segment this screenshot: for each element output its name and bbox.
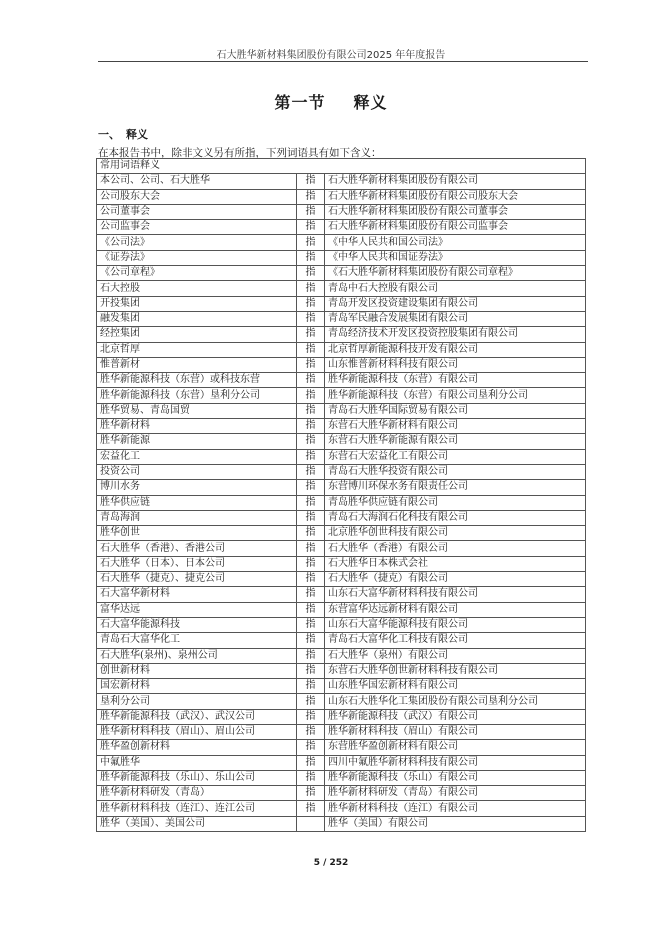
table-row: [97, 709, 586, 724]
ref-cell: 指: [297, 266, 325, 281]
ref-cell: 指: [297, 724, 325, 739]
table-row: [97, 816, 586, 831]
meaning-cell: 胜华新材料研发（青岛）有限公司: [325, 786, 586, 801]
definitions-table: [96, 158, 586, 832]
table-row: [97, 648, 586, 663]
table-row: [97, 786, 586, 801]
meaning-cell: 东营石大宏益化工有限公司: [325, 449, 586, 464]
ref-cell: 指: [297, 464, 325, 479]
meaning-cell: 青岛胜华供应链有限公司: [325, 495, 586, 510]
ref-cell: 指: [297, 204, 325, 219]
table-row: [97, 724, 586, 739]
term-cell: 石大富华能源科技: [97, 617, 297, 632]
ref-cell: 指: [297, 388, 325, 403]
ref-cell: 指: [297, 709, 325, 724]
meaning-cell: 石大胜华（捷克）有限公司: [325, 572, 586, 587]
table-row: [97, 327, 586, 342]
ref-cell: 指: [297, 235, 325, 250]
term-cell: 胜华新材料科技（连江）、连江公司: [97, 801, 297, 816]
meaning-cell: 《中华人民共和国证券法》: [325, 250, 586, 265]
term-cell: 本公司、公司、石大胜华: [97, 174, 297, 189]
table-row: [97, 373, 586, 388]
meaning-cell: 青岛石大富华化工科技有限公司: [325, 633, 586, 648]
meaning-cell: 东营石大胜华新材料有限公司: [325, 419, 586, 434]
term-cell: 胜华新能源科技（东营）垦利分公司: [97, 388, 297, 403]
meaning-cell: 青岛石大胜华国际贸易有限公司: [325, 403, 586, 418]
term-cell: 胜华新能源科技（武汉）、武汉公司: [97, 709, 297, 724]
meaning-cell: 石大胜华新材料集团股份有限公司: [325, 174, 586, 189]
term-cell: 《公司法》: [97, 235, 297, 250]
ref-cell: 指: [297, 694, 325, 709]
term-cell: 青岛石大富华化工: [97, 633, 297, 648]
table-row: [97, 434, 586, 449]
ref-cell: 指: [297, 480, 325, 495]
ref-cell: 指: [297, 449, 325, 464]
table-row: [97, 617, 586, 632]
term-cell: 胜华新能源科技（东营）或科技东营: [97, 373, 297, 388]
ref-cell: 指: [297, 373, 325, 388]
ref-cell: 指: [297, 556, 325, 571]
meaning-cell: 山东石大胜华化工集团股份有限公司垦利分公司: [325, 694, 586, 709]
table-row: [97, 174, 586, 189]
meaning-cell: 胜华新材料科技（连江）有限公司: [325, 801, 586, 816]
ref-cell: 指: [297, 342, 325, 357]
term-cell: 北京哲厚: [97, 342, 297, 357]
meaning-cell: 北京哲厚新能源科技开发有限公司: [325, 342, 586, 357]
ref-cell: 指: [297, 311, 325, 326]
table-row: [97, 480, 586, 495]
meaning-cell: 山东惟普新材料科技有限公司: [325, 357, 586, 372]
meaning-cell: 山东石大富华能源科技有限公司: [325, 617, 586, 632]
section-title: [0, 90, 662, 113]
subsection-heading: [98, 126, 148, 142]
term-cell: 胜华（美国）、美国公司: [97, 816, 297, 831]
meaning-cell: 东营博川环保水务有限责任公司: [325, 480, 586, 495]
term-cell: 胜华新材料科技（眉山）、眉山公司: [97, 724, 297, 739]
term-cell: 石大胜华（香港）、香港公司: [97, 541, 297, 556]
table-row: [97, 633, 586, 648]
running-header: 石大胜华新材料集团股份有限公司2025 年年度报告: [216, 50, 446, 61]
ref-cell: 指: [297, 250, 325, 265]
term-cell: 公司股东大会: [97, 189, 297, 204]
ref-cell: 指: [297, 296, 325, 311]
ref-cell: 指: [297, 357, 325, 372]
ref-cell: 指: [297, 740, 325, 755]
meaning-cell: 胜华新能源科技（东营）有限公司垦利分公司: [325, 388, 586, 403]
term-cell: 胜华创世: [97, 526, 297, 541]
table-row: [97, 403, 586, 418]
ref-cell: 指: [297, 786, 325, 801]
meaning-cell: 青岛军民融合发展集团有限公司: [325, 311, 586, 326]
term-cell: 《公司章程》: [97, 266, 297, 281]
table-row: [97, 510, 586, 525]
ref-cell: 指: [297, 403, 325, 418]
term-cell: 开投集团: [97, 296, 297, 311]
intro-text: 在本报告书中，除非文义另有所指，下列词语具有如下含义：: [98, 147, 382, 159]
term-cell: 胜华供应链: [97, 495, 297, 510]
meaning-cell: 东营石大胜华创世新材料科技有限公司: [325, 663, 586, 678]
table-row: [97, 663, 586, 678]
section-number: 第一节: [274, 93, 326, 112]
section-name: 释义: [353, 93, 388, 112]
meaning-cell: 四川中氟胜华新材料科技有限公司: [325, 755, 586, 770]
table-row: [97, 541, 586, 556]
table-row: [97, 679, 586, 694]
meaning-cell: 《中华人民共和国公司法》: [325, 235, 586, 250]
term-cell: 青岛海润: [97, 510, 297, 525]
term-cell: 胜华新能源科技（乐山）、乐山公司: [97, 770, 297, 785]
ref-cell: 指: [297, 526, 325, 541]
table-row: [97, 281, 586, 296]
term-cell: 胜华贸易、青岛国贸: [97, 403, 297, 418]
term-cell: 胜华新材料: [97, 419, 297, 434]
table-row: [97, 311, 586, 326]
table-caption-row: [97, 159, 586, 174]
term-cell: 《证券法》: [97, 250, 297, 265]
meaning-cell: 胜华新能源科技（武汉）有限公司: [325, 709, 586, 724]
page-number: 5 / 252: [313, 858, 349, 868]
meaning-cell: 胜华新能源科技（东营）有限公司: [325, 373, 586, 388]
ref-cell: 指: [297, 495, 325, 510]
ref-cell: 指: [297, 220, 325, 235]
meaning-cell: 石大胜华（泉州）有限公司: [325, 648, 586, 663]
ref-cell: 指: [297, 755, 325, 770]
ref-cell: 指: [297, 617, 325, 632]
meaning-cell: 胜华新材料科技（眉山）有限公司: [325, 724, 586, 739]
term-cell: 宏益化工: [97, 449, 297, 464]
table-row: [97, 342, 586, 357]
ref-cell: 指: [297, 572, 325, 587]
term-cell: 石大控股: [97, 281, 297, 296]
term-cell: 投资公司: [97, 464, 297, 479]
table-row: [97, 572, 586, 587]
ref-cell: 指: [297, 419, 325, 434]
term-cell: 石大胜华（日本）、日本公司: [97, 556, 297, 571]
term-cell: 经控集团: [97, 327, 297, 342]
table-row: [97, 495, 586, 510]
table-row: [97, 296, 586, 311]
term-cell: 垦利分公司: [97, 694, 297, 709]
term-cell: 胜华盈创新材料: [97, 740, 297, 755]
table-row: [97, 250, 586, 265]
table-row: [97, 464, 586, 479]
table-row: [97, 740, 586, 755]
term-cell: 博川水务: [97, 480, 297, 495]
term-cell: 富华达远: [97, 602, 297, 617]
table-row: [97, 526, 586, 541]
meaning-cell: 石大胜华新材料集团股份有限公司董事会: [325, 204, 586, 219]
meaning-cell: 北京胜华创世科技有限公司: [325, 526, 586, 541]
ref-cell: 指: [297, 281, 325, 296]
table-row: [97, 419, 586, 434]
ref-cell: [297, 816, 325, 831]
ref-cell: 指: [297, 602, 325, 617]
table-row: [97, 220, 586, 235]
meaning-cell: 《石大胜华新材料集团股份有限公司章程》: [325, 266, 586, 281]
meaning-cell: 石大胜华新材料集团股份有限公司股东大会: [325, 189, 586, 204]
ref-cell: 指: [297, 679, 325, 694]
meaning-cell: 青岛中石大控股有限公司: [325, 281, 586, 296]
term-cell: 惟普新材: [97, 357, 297, 372]
meaning-cell: 胜华新能源科技（乐山）有限公司: [325, 770, 586, 785]
term-cell: 石大富华新材料: [97, 587, 297, 602]
term-cell: 公司监事会: [97, 220, 297, 235]
meaning-cell: 东营胜华盈创新材料有限公司: [325, 740, 586, 755]
term-cell: 石大胜华（捷克）、捷克公司: [97, 572, 297, 587]
ref-cell: 指: [297, 510, 325, 525]
meaning-cell: 青岛石大胜华投资有限公司: [325, 464, 586, 479]
meaning-cell: 青岛开发区投资建设集团有限公司: [325, 296, 586, 311]
meaning-cell: 石大胜华（香港）有限公司: [325, 541, 586, 556]
term-cell: 公司董事会: [97, 204, 297, 219]
meaning-cell: 东营石大胜华新能源有限公司: [325, 434, 586, 449]
table-row: [97, 189, 586, 204]
table-row: [97, 602, 586, 617]
table-row: [97, 357, 586, 372]
meaning-cell: 山东胜华国宏新材料有限公司: [325, 679, 586, 694]
ref-cell: 指: [297, 174, 325, 189]
term-cell: 胜华新能源: [97, 434, 297, 449]
header-divider: [98, 61, 588, 62]
ref-cell: 指: [297, 587, 325, 602]
table-row: [97, 204, 586, 219]
table-row: [97, 694, 586, 709]
ref-cell: 指: [297, 663, 325, 678]
ref-cell: 指: [297, 770, 325, 785]
table-row: [97, 770, 586, 785]
table-row: [97, 556, 586, 571]
term-cell: 胜华新材料研发（青岛）: [97, 786, 297, 801]
table-row: [97, 388, 586, 403]
ref-cell: 指: [297, 648, 325, 663]
meaning-cell: 青岛石大海润石化科技有限公司: [325, 510, 586, 525]
meaning-cell: 石大胜华新材料集团股份有限公司监事会: [325, 220, 586, 235]
ref-cell: 指: [297, 327, 325, 342]
meaning-cell: 胜华（美国）有限公司: [325, 816, 586, 831]
ref-cell: 指: [297, 434, 325, 449]
table-row: [97, 449, 586, 464]
ref-cell: 指: [297, 541, 325, 556]
subsection-number: 一、: [98, 128, 120, 141]
table-row: [97, 801, 586, 816]
subsection-title: 释义: [126, 128, 148, 141]
table-row: [97, 587, 586, 602]
meaning-cell: 山东石大富华新材料科技有限公司: [325, 587, 586, 602]
table-row: [97, 755, 586, 770]
ref-cell: 指: [297, 189, 325, 204]
term-cell: 融发集团: [97, 311, 297, 326]
term-cell: 石大胜华(泉州)、泉州公司: [97, 648, 297, 663]
meaning-cell: 东营富华达远新材料有限公司: [325, 602, 586, 617]
meaning-cell: 石大胜华日本株式会社: [325, 556, 586, 571]
ref-cell: 指: [297, 633, 325, 648]
table-row: [97, 235, 586, 250]
term-cell: 创世新材料: [97, 663, 297, 678]
table-caption: 常用词语释义: [97, 159, 586, 174]
term-cell: 国宏新材料: [97, 679, 297, 694]
table-row: [97, 266, 586, 281]
ref-cell: 指: [297, 801, 325, 816]
meaning-cell: 青岛经济技术开发区投资控股集团有限公司: [325, 327, 586, 342]
term-cell: 中氟胜华: [97, 755, 297, 770]
